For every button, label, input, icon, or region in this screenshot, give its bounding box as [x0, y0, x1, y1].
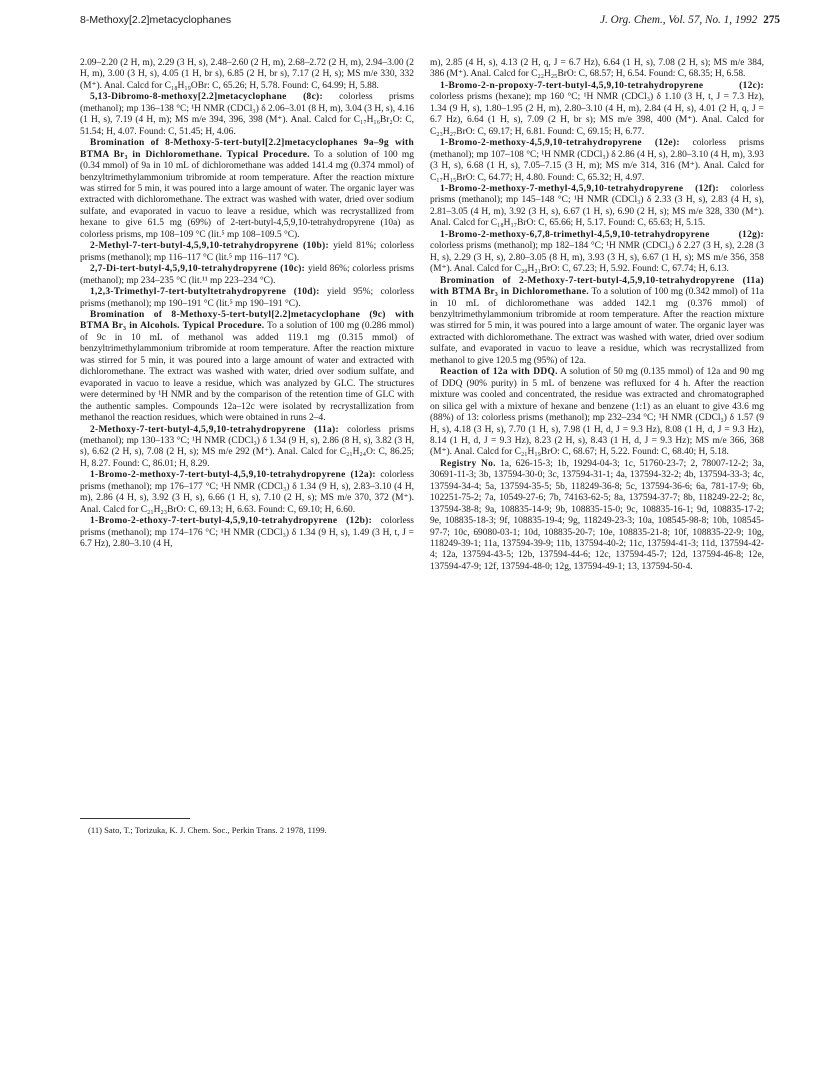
journal-citation [600, 14, 780, 26]
paragraph [80, 425, 414, 471]
paragraph-heading: Bromination of 2-Methoxy-7-tert-butyl-4,5,9,10-tetrahydropyrene (11a) with BTMA Br₃ in Dichloromethane. [430, 275, 764, 298]
paragraph-heading: 1-Bromo-2-ethoxy-7-tert-butyl-4,5,9,10-tetrahydropyrene (12b): [90, 516, 373, 527]
paragraph-text: A solution of 50 mg (0.135 mmol) of 12a and 90 mg of DDQ (90% purity) in 5 mL of benzene was refluxed for 4 h. After the reaction mixture was cooled and concentrated, the residue was extracted and chromatographed on silica gel with a mixture of hexane and benzene (1:1) as an eluant to give 43.6 mg (88%) of 13: colorless prisms (methanol); mp 232–234 °C; ¹H NMR (CDCl₃) δ 1.57 (9 H, s), 4.18 (3 H, s), 7.70 (1 H, s), 7.98 (1 H, d, J = 9.3 Hz), 8.08 (1 H, d, J = 9.3 Hz), 8.14 (1 H, d, J = 9.3 Hz), 8.23 (2 H, s), 8.43 (1 H, d, J = 9.3 Hz); MS m/e 366, 368 (M⁺). Anal. Calcd for C₂₁H₁₉BrO: C, 68.67; H, 5.22. Found: C, 68.40; H, 5.18. [430, 367, 765, 458]
paragraph [80, 241, 414, 264]
paragraph [80, 92, 414, 138]
paragraph-text: To a solution of 100 mg (0.286 mmol) of 9c in 10 mL of methanol was added 119.1 mg (0.315 mmol) of benzyltrimethylammonium tribromide at room temperature. After the reaction mixture was stirred for 5 min, it was poured into a large amount of water and extracted with dichloromethane. The extract was washed with water, dried over sodium sulfate, and evaporated in vacuo to leave a residue, which was analyzed by GLC. The structures were determined by ¹H NMR and by the comparison of the retention time of GLC with the authentic samples. Compounds 12a–12c were isolated by recrystallization from methanol the reaction residues, which were obtained in runs 2–4. [80, 321, 414, 424]
paragraph [430, 184, 764, 230]
paragraph [430, 58, 764, 81]
paragraph-text: yield 86%; colorless prisms (methanol); mp 234–235 °C (lit.¹¹ mp 223–234 °C). [80, 264, 414, 286]
right-column [430, 58, 764, 573]
paragraph-heading: 1-Bromo-2-methoxy-7-methyl-4,5,9,10-tetrahydropyrene (12f): [440, 183, 719, 194]
paragraph-heading: Registry No. [440, 458, 496, 469]
paragraph [80, 138, 414, 241]
paragraph [430, 367, 764, 459]
paragraph-heading: Reaction of 12a with DDQ. [440, 367, 558, 378]
paragraph-text: To a solution of 100 mg (0.342 mmol) of 11a in 10 mL of dichloromethane was added 142.1 mg (0.376 mmol) of benzyltrimethylammonium tribromide at room temperature. After the reaction mixture was stirred for 5 min, it was poured into a large amount of water. The organic layer was extracted with dichloromethane. The extract was washed with water, dried over sodium sulfate, and evaporated in vacuo to leave a residue, which was recrystallized from methanol to give 120.5 mg (95%) of 12a. [430, 287, 764, 366]
paragraph-text: yield 81%; colorless prisms (methanol); mp 116–117 °C (lit.⁵ mp 116–117 °C). [80, 241, 414, 263]
paragraph-text: colorless prisms (methanol); mp 182–184 °C; ¹H NMR (CDCl₃) δ 2.27 (3 H, s), 2.28 (3 H, s), 2.29 (3 H, s), 2.80–3.05 (8 H, m), 3.93 (3 H, s), 6.67 (1 H, s); MS m/e 356, 358 (M⁺). Anal. Calcd for C₂₀H₂₁BrO: C, 67.23; H, 5.92. Found: C, 67.74; H, 6.13. [430, 241, 764, 275]
footnote-rule [80, 818, 190, 819]
paragraph-heading: 2,7-Di-tert-butyl-4,5,9,10-tetrahydropyrene (10c): [90, 264, 306, 275]
paragraph-text: yield 95%; colorless prisms (methanol); mp 190–191 °C (lit.⁵ mp 190–191 °C). [80, 287, 414, 309]
paragraph [430, 138, 764, 184]
paragraph [430, 81, 764, 138]
left-column [80, 58, 414, 550]
paragraph [80, 287, 414, 310]
paragraph-text: colorless prisms (hexane); mp 160 °C; ¹H NMR (CDCl₃) δ 1.10 (3 H, t, J = 7.3 Hz), 1.34 (9 H, s), 1.80–1.95 (2 H, m), 2.80–3.10 (4 H, m), 2.84 (4 H, s), 4.01 (2 H, q, J = 6.7 Hz), 6.64 (1 H, s), 7.09 (2 H, br s); MS m/e 398, 400 (M⁺). Anal. Calcd for C₂₃H₂₇BrO: C, 69.17; H, 6.81. Found: C, 69.15; H, 6.77. [430, 92, 764, 137]
paragraph-text: To a solution of 100 mg (0.34 mmol) of 9a in 10 mL of dichloromethane was added 141.4 mg (0.374 mmol) of benzyltrimethylammonium tribromide at room temperature. After the reaction mixture was stirred for 5 min, it was poured into a large amount of water. The organic layer was extracted with dichloromethane. The extract was washed with water, dried over sodium sulfate, and evaporated in vacuo to leave a residue, which was recrystallized from hexane to give 61.5 mg (69%) of 2-tert-butyl-4,5,9,10-tetrahydropyrene (10a) as colorless prisms, mp 108–109 °C (lit.⁵ mp 108–109.5 °C). [80, 149, 414, 240]
paragraph [430, 276, 764, 368]
paragraph-text: m), 2.85 (4 H, s), 4.13 (2 H, q, J = 6.7 Hz), 6.64 (1 H, s), 7.08 (2 H, s); MS m/e 384, 386 (M⁺). Anal. Calcd for C₂₂H₂₅BrO: C, 68.57; H, 6.54. Found: C, 68.35; H, 6.58. [430, 58, 764, 80]
paragraph-text: colorless prisms (methanol); mp 174–176 °C; ¹H NMR (CDCl₃) δ 1.34 (9 H, s), 1.49 (3 H, t, J = 6.7 Hz), 2.80–3.10 (4 H, [80, 516, 414, 550]
paragraph [80, 310, 414, 425]
paragraph-heading: 1,2,3-Trimethyl-7-tert-butyltetrahydropyrene (10d): [90, 287, 320, 298]
paragraph-heading: 1-Bromo-2-methoxy-6,7,8-trimethyl-4,5,9,10-tetrahydropyrene (12g): [440, 229, 764, 240]
paragraph-heading: Bromination of 8-Methoxy-5-tert-butyl[2.2]metacyclophanes 9a–9g with BTMA Br₃ in Dichloromethane. Typical Procedure. [80, 138, 414, 160]
paragraph-heading: Bromination of 8-Methoxy-5-tert-butyl[2.2]metacyclophane (9c) with BTMA Br₃ in Alcohols. Typical Procedure. [80, 309, 414, 332]
paragraph-text: colorless prisms (methanol); mp 136–138 °C; ¹H NMR (CDCl₃) δ 2.06–3.01 (8 H, m), 3.04 (3 H, s), 4.16 (1 H, s), 7.19 (4 H, m); MS m/e 394, 396, 398 (M⁺). Anal. Calcd for C₁₇H₁₆Br₂O: C, 51.54; H, 4.07. Found: C, 51.45; H, 4.06. [80, 92, 414, 137]
paragraph-heading: 1-Bromo-2-methoxy-7-tert-butyl-4,5,9,10-tetrahydropyrene (12a): [90, 470, 376, 481]
paragraph [80, 58, 414, 92]
paragraph [80, 264, 414, 287]
paragraph [80, 470, 414, 516]
paragraph [430, 230, 764, 276]
paragraph-text: colorless prisms (methanol); mp 176–177 °C; ¹H NMR (CDCl₃) δ 1.34 (9 H, s), 2.83–3.10 (4 H, m), 2.86 (4 H, s), 3.92 (3 H, s), 6.66 (1 H, s), 7.10 (2 H, s); MS m/e 370, 372 (M⁺). Anal. Calcd for C₂₁H₂₃BrO: C, 69.13; H, 6.63. Found: C, 69.10; H, 6.60. [80, 470, 414, 515]
paragraph-text: colorless prisms (methanol); mp 145–148 °C; ¹H NMR (CDCl₃) δ 2.33 (3 H, s), 2.83 (4 H, s), 2.81–3.05 (4 H, m), 3.92 (3 H, s), 6.67 (1 H, s), 6.90 (2 H, s); MS m/e 328, 330 (M⁺). Anal. Calcd for C₁₈H₁₇BrO: C, 65.66; H, 5.17. Found: C, 65.63; H, 5.15. [430, 183, 764, 229]
journal-name: J. Org. Chem., Vol. 57, No. 1, 1992 [600, 14, 758, 26]
paragraph [80, 516, 414, 550]
page-number: 275 [763, 14, 780, 26]
paragraph-heading: 1-Bromo-2-n-propoxy-7-tert-butyl-4,5,9,10-tetrahydropyrene (12c): [440, 80, 764, 91]
running-title: 8-Methoxy[2.2]metacyclophanes [80, 14, 232, 26]
paragraph-text: 1a, 626-15-3; 1b, 19294-04-3; 1c, 51760-23-7; 2, 78007-12-2; 3a, 30691-11-3; 3b, 137594-30-0; 3c, 137594-31-1; 4a, 137594-32-2; 4b, 137594-33-3; 4c, 137594-34-4; 5a, 137594-35-5; 5b, 118249-36-8; 5c, 137594-36-6; 6a, 781-17-9; 6b, 102251-75-2; 7a, 10549-27-6; 7b, 74163-62-5; 8a, 137594-37-7; 8b, 118249-22-2; 8c, 137594-38-8; 9a, 108835-14-9; 9b, 108835-15-0; 9c, 108835-16-1; 9d, 108835-17-2; 9e, 108835-18-3; 9f, 108835-19-4; 9g, 118249-23-3; 10a, 108545-98-8; 10b, 108545-97-7; 10c, 69080-03-1; 10d, 108835-20-7; 10e, 108835-21-8; 10f, 108835-22-9; 10g, 118249-39-1; 11a, 137594-39-9; 11b, 137594-40-2; 11c, 137594-41-3; 11d, 137594-42-4; 12a, 137594-43-5; 12b, 137594-44-6; 12c, 137594-45-7; 12d, 137594-46-8; 12e, 137594-47-9; 12f, 137594-48-0; 12g, 137594-49-1; 13, 137594-50-4. [430, 458, 765, 572]
paragraph-text: colorless prisms (methanol); mp 107–108 °C; ¹H NMR (CDCl₃) δ 2.86 (4 H, s), 2.80–3.10 (4 H, m), 3.93 (3 H, s), 6.68 (1 H, s), 7.05–7.15 (3 H, m); MS m/e 314, 316 (M⁺). Anal. Calcd for C₁₇H₁₅BrO: C, 64.77; H, 4.80. Found: C, 65.32; H, 4.97. [430, 138, 764, 183]
paragraph-heading: 1-Bromo-2-methoxy-4,5,9,10-tetrahydropyrene (12e): [440, 138, 680, 149]
paragraph-text: 2.09–2.20 (2 H, m), 2.29 (3 H, s), 2.48–2.60 (2 H, m), 2.68–2.72 (2 H, m), 2.94–3.00 (2 H, m), 3.00 (3 H, s), 4.05 (1 H, br s), 6.85 (2 H, br s), 7.17 (2 H, s); MS m/e 330, 332 (M⁺). Anal. Calcd for C₁₈H₁₉OBr: C, 65.26; H, 5.78. Found: C, 64.99; H, 5.88. [80, 58, 414, 91]
journal-page [80, 14, 780, 835]
page-header [80, 14, 780, 36]
paragraph-heading: 2-Methoxy-7-tert-butyl-4,5,9,10-tetrahydropyrene (11a): [90, 424, 339, 435]
footnote: (11) Sato, T.; Torizuka, K. J. Chem. Soc., Perkin Trans. 2 1978, 1199. [88, 825, 327, 835]
paragraph [430, 459, 764, 574]
paragraph-heading: 5,13-Dibromo-8-methoxy[2.2]metacyclophane (8c): [90, 92, 323, 103]
paragraph-text: colorless prisms (methanol); mp 130–133 °C; ¹H NMR (CDCl₃) δ 1.34 (9 H, s), 2.86 (8 H, s), 3.82 (3 H, s), 6.62 (2 H, s), 7.08 (2 H, s); MS m/e 292 (M⁺). Anal. Calcd for C₂₁H₂₄O: C, 86.25; H, 8.27. Found: C, 86.01; H, 8.29. [80, 424, 414, 469]
paragraph-heading: 2-Methyl-7-tert-butyl-4,5,9,10-tetrahydropyrene (10b): [90, 241, 329, 252]
